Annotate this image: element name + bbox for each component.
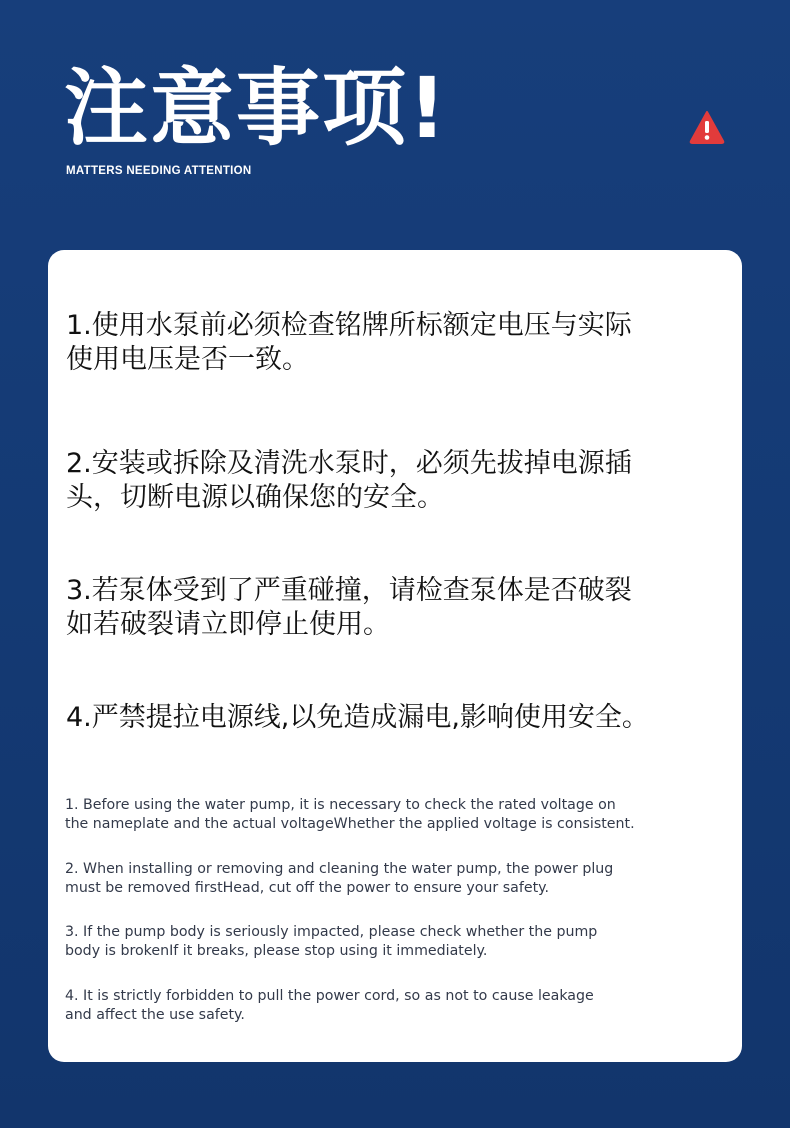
cn-notice-4: 4.严禁提拉电源线,以免造成漏电,影响使用安全。 [66,702,649,733]
page-title: 注意事项! [64,59,449,157]
en-notice-4: 4. It is strictly forbidden to pull the power cord, so as not to cause leakage and affect the use safety. [65,988,594,1023]
en-notice-2: 2. When installing or removing and cleaning the water pump, the power plug must be removed firstHead, cut off the power to ensure your safety. [65,861,614,896]
cn-notice-1: 1.使用水泵前必须检查铭牌所标额定电压与实际 使用电压是否一致。 [66,310,632,375]
page-subtitle: MATTERS NEEDING ATTENTION [66,165,252,177]
cn-notice-2: 2.安装或拆除及清洗水泵时，必须先拔掉电源插 头，切断电源以确保您的安全。 [66,448,632,513]
en-notice-3: 3. If the pump body is seriously impacted, please check whether the pump body is brokenIf it breaks, please stop using it immediately. [65,924,598,959]
warning-triangle-icon [689,110,725,144]
notice-card [48,250,742,1062]
en-notice-1: 1. Before using the water pump, it is necessary to check the rated voltage on the nameplate and the actual voltageWhether the applied voltage is consistent. [65,797,635,832]
cn-notice-3: 3.若泵体受到了严重碰撞，请检查泵体是否破裂 如若破裂请立即停止使用。 [66,575,632,640]
